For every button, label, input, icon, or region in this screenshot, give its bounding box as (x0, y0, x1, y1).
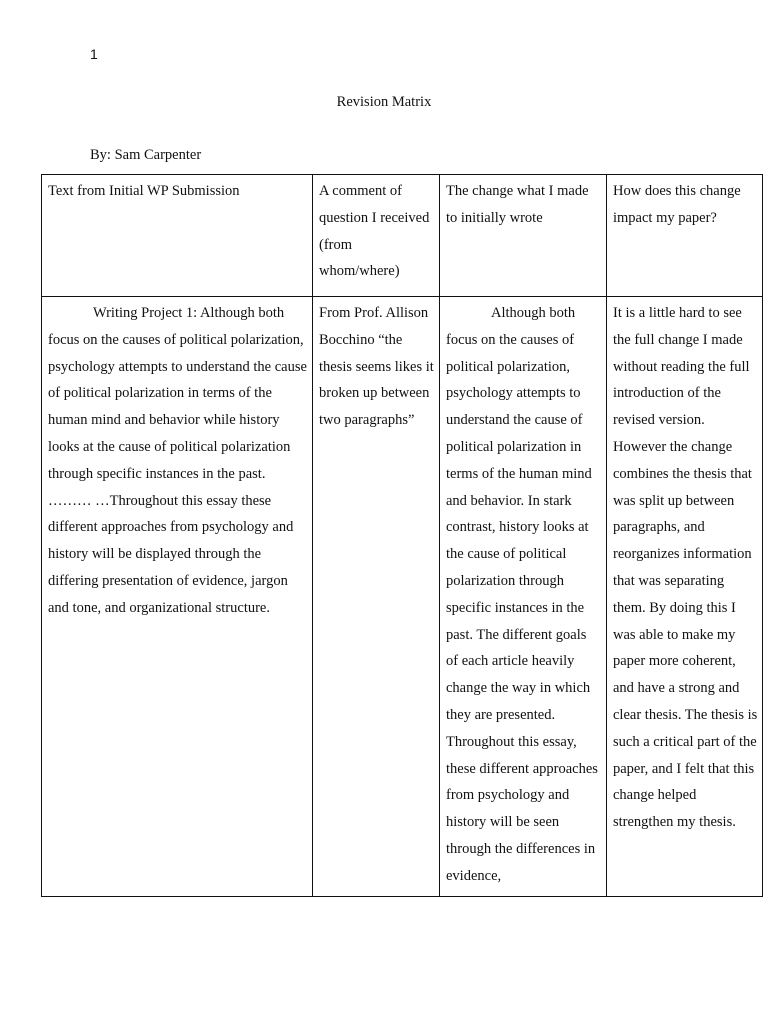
table-row (42, 297, 763, 897)
cell-impact (607, 297, 763, 897)
header-impact: How does this change impact my paper? (607, 175, 763, 297)
header-change: The change what I made to initially wrote (440, 175, 607, 297)
header-initial-text: Text from Initial WP Submission (42, 175, 313, 297)
impact-content: It is a little hard to see the full change I made without reading the full introduction of the revised version. However the change combines the thesis that was split up between paragraphs, and reorganizes information that was separating them. By doing this I was able to make my paper more coherent, and have a strong and clear thesis. The thesis is such a critical part of the paper, and I felt that this change helped strengthen my thesis. (613, 305, 758, 831)
cell-initial-text (42, 297, 313, 897)
header-comment: A comment of question I received (from whom/where) (313, 175, 440, 297)
page-number: 1 (90, 46, 98, 62)
revision-matrix-table (41, 174, 763, 897)
author-line: By: Sam Carpenter (90, 147, 202, 163)
cell-change (440, 297, 607, 897)
document-title: Revision Matrix (336, 94, 432, 110)
comment-content: From Prof. Allison Bocchino “the thesis seems likes it broken up between two paragraphs” (319, 305, 434, 429)
table-header-row (42, 175, 763, 297)
cell-comment (313, 297, 440, 897)
initial-text-content: Writing Project 1: Although both focus on the causes of political polarization, psychology attempts to understand the cause of political polarization in terms of the human mind and behavior while history looks at the cause of political polarization through specific instances in the past. ……… …Throughout this essay these different approaches from psychology and history will be displayed through the differing presentation of evidence, jargon and tone, and organizational structure. (48, 305, 307, 616)
change-content: Although both focus on the causes of political polarization, psychology attempts to understand the cause of political polarization in terms of the human mind and behavior. In stark contrast, history looks at the cause of political polarization through specific instances in the past. The different goals of each article heavily change the way in which they are presented. Throughout this essay, these different approaches from psychology and history will be seen through the differences in evidence, (446, 305, 598, 884)
